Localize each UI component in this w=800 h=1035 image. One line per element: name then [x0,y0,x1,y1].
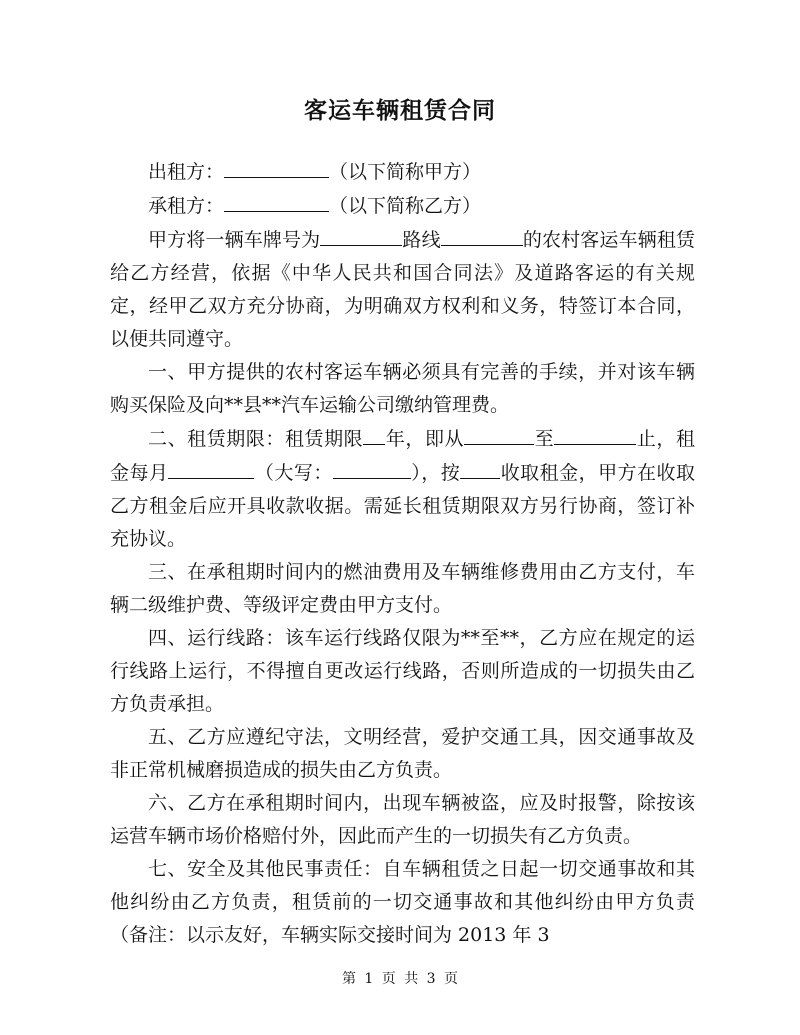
clause-6: 六、乙方在承租期时间内，出现车辆被盗，应及时报警，除按该运营车辆市场价格赔付外，因此而产生的一切损失有乙方负责。 [110,792,695,847]
lessee-label: 承租方： [148,195,225,217]
lessee-line [110,189,695,223]
clause-2-text-7: 收取租金，甲方在收取乙方租金后应开具收款收据。需延长租赁期限双方另行协商，签订补充协议。 [110,462,695,550]
page-footer: 第 1 页 共 3 页 [341,971,459,987]
lessor-label: 出租方： [148,161,225,183]
clause-1: 一、甲方提供的农村客运车辆必须具有完善的手续，并对该车辆购买保险及向**县**汽车运输公司缴纳管理费。 [110,361,695,416]
rent-uppercase-blank [333,456,411,479]
clause-5: 五、乙方应遵纪守法，文明经营，爱护交通工具，因交通事故及非正常机械磨损造成的损失由乙方负责。 [110,726,695,781]
clause-2-text-2: 年，即从 [385,428,465,450]
clause-2-text-5: （大写： [254,462,333,484]
intro-text-3: 的农村客运车辆租赁给乙方经营，依据《中华人民共和国合同法》及道路客运的有关规定，经甲乙双方充分协商，为明确双方权利和义务，特签订本合同，以便共同遵守。 [110,229,695,350]
lessee-suffix: （以下简称乙方） [329,195,482,217]
lessee-blank [224,189,329,212]
monthly-rent-blank [168,456,254,479]
lessor-blank [224,155,329,178]
clause-2-text-3: 至 [534,428,555,450]
clause-4: 四、运行线路：该车运行线路仅限为**至**，乙方应在规定的运行线路上运行，不得擅自更改运行线路，否则所造成的一切损失由乙方负责承担。 [110,627,695,715]
clause-7: 七、安全及其他民事责任：自车辆租赁之日起一切交通事故和其他纠纷由乙方负责，租赁前的一切交通事故和其他纠纷由甲方负责（备注：以示友好，车辆实际交接时间为 2013 年 3 [110,858,695,946]
clause-2-text-1: 二、租赁期限：租赁期限 [148,428,364,450]
contract-body [110,155,695,952]
end-date-blank [554,422,636,445]
clause-2 [110,422,695,556]
clause-3: 三、在承租期时间内的燃油费用及车辆维修费用由乙方支付，车辆二级维护费、等级评定费由甲方支付。 [110,561,695,616]
clause-2-text-6: ），按 [410,462,461,484]
start-date-blank [464,422,534,445]
lease-years-blank [363,422,385,445]
lessor-suffix: （以下简称甲方） [329,161,482,183]
contract-title: 客运车辆租赁合同 [304,98,496,124]
plate-number-blank [320,223,402,246]
intro-text-1: 甲方将一辆车牌号为 [148,229,321,251]
lessor-line [110,155,695,189]
intro-paragraph [110,223,695,356]
route-blank [441,223,523,246]
payment-method-blank [460,456,500,479]
intro-text-2: 路线 [402,229,441,251]
clause-2-text-4: 止，租金每月 [110,428,695,484]
